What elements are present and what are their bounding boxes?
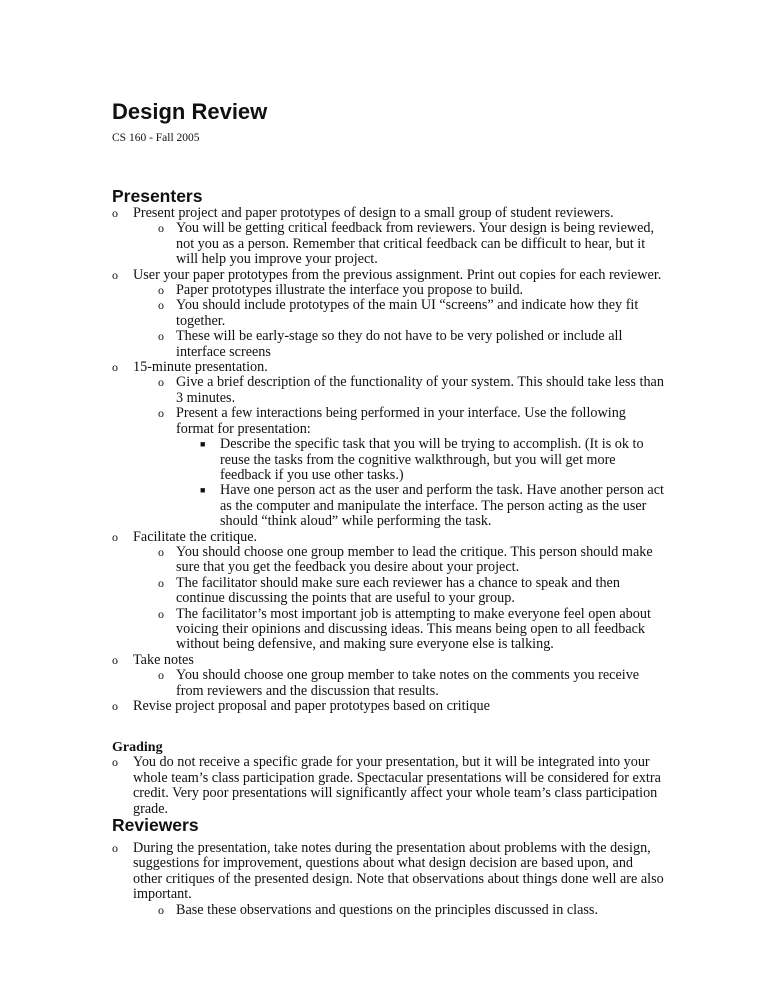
bullet-icon: o [112, 529, 118, 544]
list-item-text: User your paper prototypes from the previous assignment. Print out copies for each reviewer. [133, 266, 662, 283]
list-item-text: Have one person act as the user and perform the task. Have another person act as the computer and manipulate the interface. The person acting as the user should “think aloud” while performing the task. [220, 482, 664, 530]
list-item [112, 545, 664, 576]
square-bullet-icon: ■ [200, 439, 206, 450]
list-item-text: During the presentation, take notes during the presentation about problems with the design, suggestions for improvement, questions about what design decision are based upon, and other critiques of the presented design. Note that observations about things done well are also important. [133, 840, 664, 903]
list-item-text: You should choose one group member to lead the critique. This person should make sure that you get the feedback you desire about your project. [176, 543, 653, 576]
document-title: Design Review [112, 99, 268, 124]
presenters-list [112, 206, 664, 714]
bullet-icon: o [158, 544, 164, 559]
list-item-text: You will be getting critical feedback from reviewers. Your design is being reviewed, not you as a person. Remember that critical feedback can be difficult to hear, but it will help you improve your project. [176, 220, 655, 268]
list-item [112, 437, 664, 483]
list-item [112, 841, 664, 903]
list-item-text: Revise project proposal and paper prototypes based on critique [133, 698, 490, 714]
list-item-text: Present a few interactions being performed in your interface. Use the following format for presentation: [176, 405, 626, 437]
bullet-icon: o [112, 206, 118, 220]
list-item [112, 530, 664, 545]
list-item [112, 206, 664, 221]
list-item-text: Give a brief description of the functionality of your system. This should take less than 3 minutes. [176, 374, 664, 406]
bullet-icon: o [112, 841, 118, 855]
bullet-icon: o [112, 652, 118, 667]
list-item-text: You should include prototypes of the main UI “screens” and indicate how they fit together. [176, 297, 639, 329]
bullet-icon: o [158, 406, 164, 421]
bullet-icon: o [158, 298, 164, 313]
list-item-text: The facilitator’s most important job is attempting to make everyone feel open about voicing their opinions and discussing ideas. This means being open to all feedback without being defensive, and making sure everyone else is talking. [176, 605, 651, 653]
reviewers-list [112, 841, 664, 918]
list-item-text: Base these observations and questions on the principles discussed in class. [176, 901, 599, 918]
presenters-section [112, 186, 664, 714]
reviewers-section [112, 815, 664, 918]
bullet-icon: o [158, 668, 164, 683]
list-item [112, 668, 664, 699]
document-subtitle: CS 160 - Fall 2005 [112, 132, 200, 144]
square-bullet-icon: ■ [200, 485, 206, 496]
bullet-icon: o [158, 221, 164, 236]
list-item-text: These will be early-stage so they do not have to be very polished or include all interface screens [176, 328, 623, 360]
list-item-text: Paper prototypes illustrate the interface you propose to build. [176, 282, 524, 299]
bullet-icon: o [158, 329, 164, 344]
presenters-heading: Presenters [112, 186, 203, 206]
list-item [112, 903, 664, 918]
bullet-icon: o [158, 902, 164, 917]
bullet-icon: o [158, 283, 164, 298]
bullet-icon: o [112, 755, 118, 770]
list-item [112, 329, 664, 360]
bullet-icon: o [158, 606, 164, 621]
reviewers-heading: Reviewers [112, 815, 199, 835]
list-item [112, 268, 664, 283]
list-item [112, 406, 664, 437]
list-item [112, 221, 664, 267]
bullet-icon: o [158, 575, 164, 590]
list-item [112, 755, 664, 817]
list-item-text: You should choose one group member to take notes on the comments you receive from reviewers and the discussion that results. [176, 667, 640, 699]
list-item [112, 699, 664, 714]
list-item-text: Present project and paper prototypes of design to a small group of student reviewers. [133, 205, 614, 221]
grading-heading: Grading [112, 740, 163, 755]
grading-section [112, 740, 664, 817]
list-item [112, 483, 664, 529]
list-item [112, 375, 664, 406]
bullet-icon: o [112, 267, 118, 282]
list-item [112, 576, 664, 607]
list-item [112, 653, 664, 668]
list-item [112, 360, 664, 375]
grading-text: You do not receive a specific grade for your presentation, but it will be integrated into your whole team’s class participation grade. Spectacular presentations will be considered for extra credit. Very poor presentations will significantly affect your whole team’s class participation grade. [133, 754, 661, 817]
list-item-text: Describe the specific task that you will be trying to accomplish. (It is ok to reuse the tasks from the cognitive walkthrough, but you will get more feedback if you use other tasks.) [220, 436, 644, 483]
list-item-text: 15-minute presentation. [133, 359, 268, 376]
list-item [112, 283, 664, 298]
bullet-icon: o [112, 699, 118, 713]
list-item [112, 298, 664, 329]
bullet-icon: o [112, 360, 118, 375]
list-item-text: Take notes [133, 651, 194, 668]
list-item [112, 607, 664, 653]
list-item-text: Facilitate the critique. [133, 528, 258, 545]
bullet-icon: o [158, 375, 164, 390]
list-item-text: The facilitator should make sure each reviewer has a chance to speak and then continue discussing the points that are useful to your group. [176, 574, 620, 607]
